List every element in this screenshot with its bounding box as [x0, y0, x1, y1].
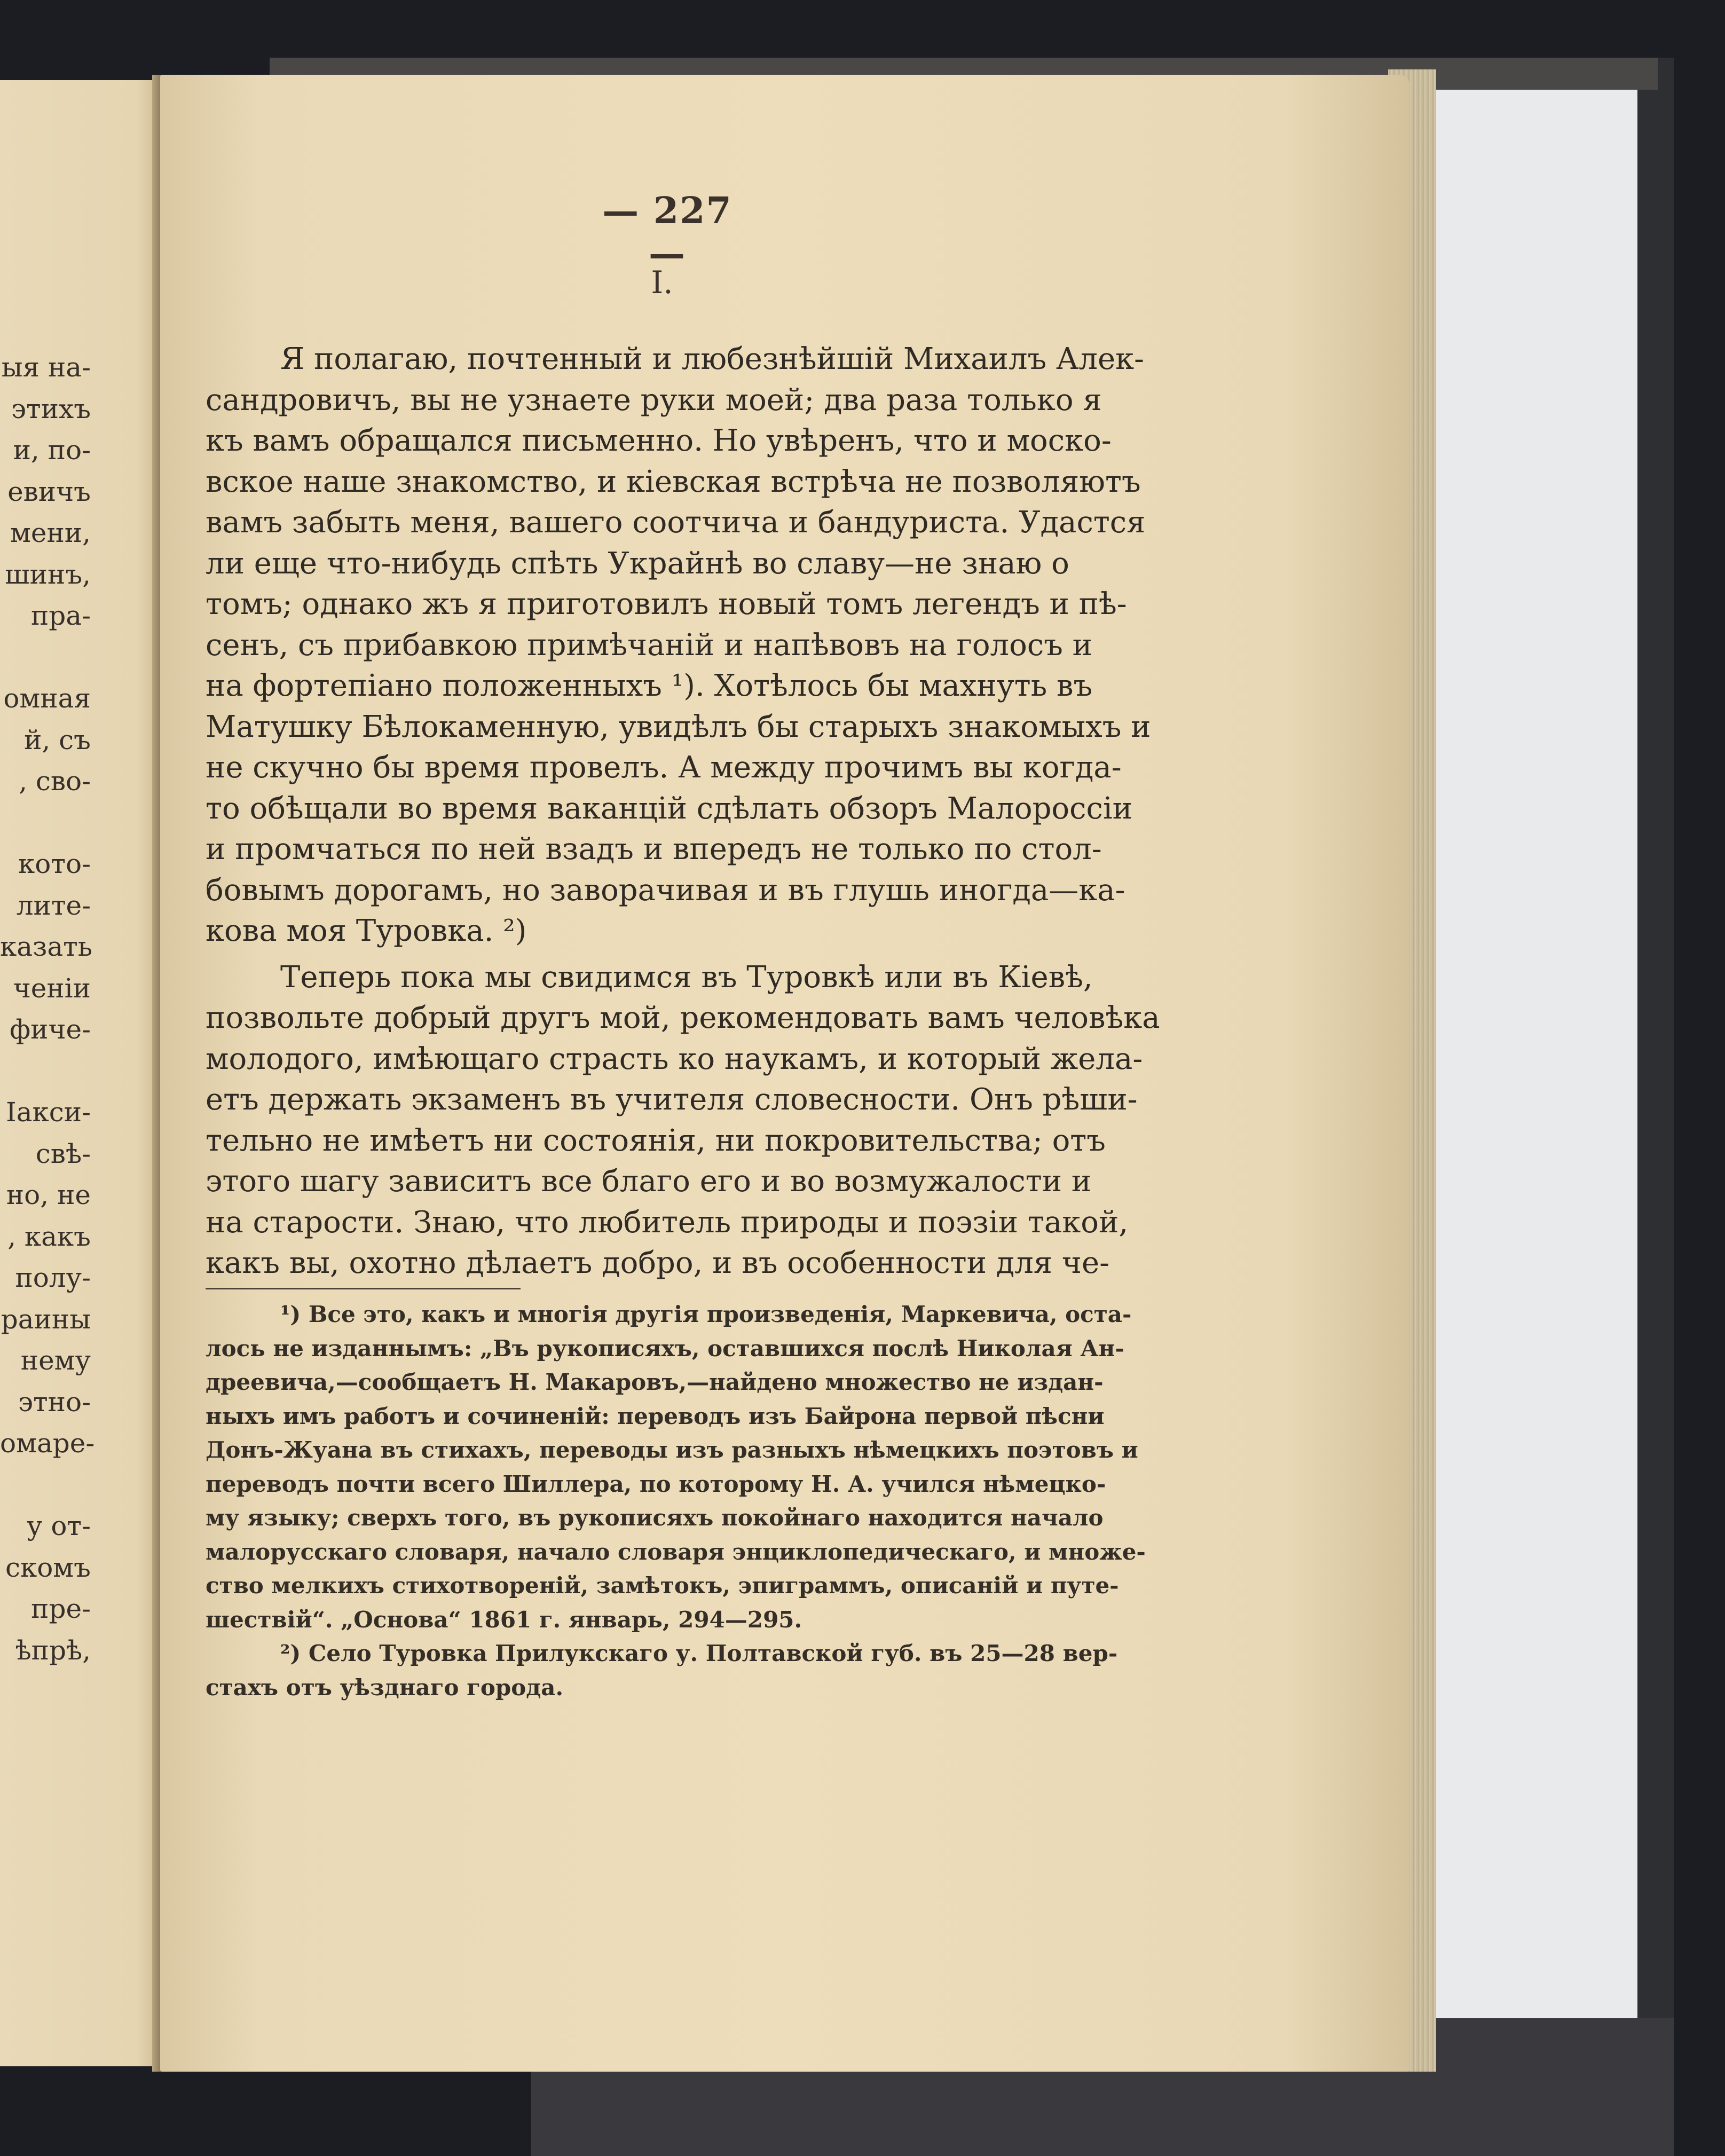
left-page-fragment: [0, 802, 91, 844]
left-page-fragment: пре-: [31, 1593, 91, 1624]
left-page-fragment: лите-: [16, 890, 91, 921]
left-page-fragment: пра-: [30, 600, 91, 631]
footnote-line: ¹) Все это, какъ и многія другія произведенія, Маркевича, оста-: [280, 1301, 1132, 1327]
text-line: на старости. Знаю, что любитель природы и поэзіи такой,: [206, 1205, 1129, 1240]
left-page-fragment: фиче-: [9, 1014, 91, 1045]
left-page-fragment: свѣ-: [35, 1138, 91, 1169]
body-text: [206, 339, 1160, 1284]
text-line: Я полагаю, почтенный и любезнѣйшій Михаилъ Алек-: [280, 342, 1145, 376]
left-page-fragment: этихъ: [11, 393, 91, 424]
left-page-fragment: [0, 1051, 91, 1092]
left-page-fragment: омаре-: [0, 1428, 95, 1459]
left-page-fragment: Iакси-: [5, 1097, 91, 1128]
footnote-line: дреевича,—сообщаетъ Н. Макаровъ,—найдено множество не издан-: [206, 1369, 1104, 1395]
paragraph-1: [206, 339, 1151, 952]
left-page-fragment: но, не: [6, 1179, 91, 1210]
text-line: сенъ, съ прибавкою примѣчаній и напѣвовъ на голосъ и: [206, 627, 1092, 663]
left-page-fragment: мени,: [10, 517, 91, 548]
white-flyleaf: [1428, 80, 1637, 2034]
footnote-line: ство мелкихъ стихотвореній, замѣтокъ, эпиграммъ, описаній и путе-: [206, 1572, 1119, 1599]
text-line: ли еще что-нибудь спѣть Украйнѣ во славу—не знаю о: [206, 546, 1069, 581]
footnote-rule: [206, 1288, 521, 1289]
left-page-fragment: кото-: [18, 848, 91, 879]
text-line: бовымъ дорогамъ, но заворачивая и въ глушь иногда—ка-: [206, 872, 1125, 908]
text-line: на фортепіано положенныхъ ¹). Хотѣлось бы махнуть въ: [206, 668, 1093, 703]
left-page-fragment: евичъ: [7, 476, 91, 507]
section-heading: I.: [651, 264, 673, 301]
text-line: и промчаться по ней взадъ и впередъ не только по стол-: [206, 832, 1102, 867]
left-page-fragment: этно-: [18, 1386, 91, 1418]
footnote-line: шествій“. „Основа“ 1861 г. январь, 294—295.: [206, 1606, 802, 1633]
paragraph-2: [206, 957, 1160, 1284]
text-line: молодого, имѣющаго страсть ко наукамъ, и который жела-: [206, 1041, 1143, 1076]
left-page-fragment: ыя на-: [1, 352, 91, 383]
left-page-fragment: полу-: [15, 1262, 91, 1293]
text-line: вамъ забыть меня, вашего соотчича и бандуриста. Удастся: [206, 505, 1146, 540]
text-line: вское наше знакомство, и кіевская встрѣча не позволяютъ: [206, 464, 1141, 499]
text-line: не скучно бы время провелъ. А между прочимъ вы когда-: [206, 750, 1122, 785]
footnote-line: ²) Село Туровка Прилукскаго у. Полтавской губ. въ 25—28 вер-: [280, 1640, 1118, 1666]
text-line: Матушку Бѣлокаменную, увидѣлъ бы старыхъ знакомыхъ и: [206, 709, 1151, 744]
text-line: етъ держать экзаменъ въ учителя словесности. Онъ рѣши-: [206, 1082, 1138, 1117]
left-page-fragment: ѣпрѣ,: [15, 1634, 91, 1666]
left-page-fragment: [0, 637, 91, 679]
footnote-line: малорусскаго словаря, начало словаря энциклопедическаго, и множе-: [206, 1538, 1146, 1565]
text-line: этого шагу зависитъ все благо его и во возмужалости и: [206, 1164, 1092, 1199]
text-line: то обѣщали во время ваканцій сдѣлать обзоръ Малороссіи: [206, 791, 1133, 826]
text-line: томъ; однако жъ я приготовилъ новый томъ легендъ и пѣ-: [206, 587, 1127, 621]
footnote-line: Донъ-Жуана въ стихахъ, переводы изъ разныхъ нѣмецкихъ поэтовъ и: [206, 1437, 1138, 1463]
left-page-fragment: скомъ: [5, 1552, 91, 1583]
text-line: какъ вы, охотно дѣлаетъ добро, и въ особенности для че-: [206, 1246, 1110, 1280]
footnote-2: [206, 1636, 1145, 1704]
left-page-fragment: нему: [20, 1345, 91, 1376]
left-page-fragment: , сво-: [19, 766, 91, 797]
page-number: — 227 —: [602, 190, 732, 275]
text-line: къ вамъ обращался письменно. Но увѣренъ, что и моско-: [206, 423, 1112, 458]
left-page-fragment: раины: [1, 1303, 91, 1335]
left-page-fragment: , какъ: [7, 1221, 91, 1252]
footnote-line: му языку; сверхъ того, въ рукописяхъ покойнаго находится начало: [206, 1505, 1104, 1531]
text-line: тельно не имѣетъ ни состоянія, ни покровительства; отъ: [206, 1123, 1106, 1158]
left-page-text: [0, 347, 95, 1671]
footnotes: [206, 1297, 1145, 1704]
left-page-fragment: ченіи: [13, 972, 91, 1004]
left-page-fragment: [0, 1465, 91, 1506]
text-line: сандровичъ, вы не узнаете руки моей; два раза только я: [206, 382, 1102, 418]
footnote-1: [206, 1297, 1145, 1636]
footnote-line: стахъ отъ уѣзднаго города.: [206, 1674, 564, 1701]
left-page-fragment: и, по-: [13, 435, 91, 466]
left-page-fragment: омная: [3, 683, 91, 714]
left-page-fragment: шинъ,: [5, 558, 91, 590]
text-line: кова моя Туровка. ²): [206, 914, 527, 948]
left-page-fragment: у от-: [27, 1510, 91, 1541]
text-line: позвольте добрый другъ мой, рекомендовать вамъ человѣка: [206, 1001, 1160, 1035]
footnote-line: ныхъ имъ работъ и сочиненій: переводъ изъ Байрона первой пѣсни: [206, 1403, 1105, 1429]
left-page: [0, 80, 161, 2066]
footnote-line: переводъ почти всего Шиллера, по которому Н. А. учился нѣмецко-: [206, 1470, 1106, 1497]
left-page-fragment: казать: [0, 931, 93, 962]
left-page-fragment: й, съ: [24, 724, 91, 756]
footnote-line: лось не изданнымъ: „Въ рукописяхъ, оставшихся послѣ Николая Ан-: [206, 1335, 1124, 1362]
text-line: Теперь пока мы свидимся въ Туровкѣ или въ Кіевѣ,: [280, 959, 1093, 995]
